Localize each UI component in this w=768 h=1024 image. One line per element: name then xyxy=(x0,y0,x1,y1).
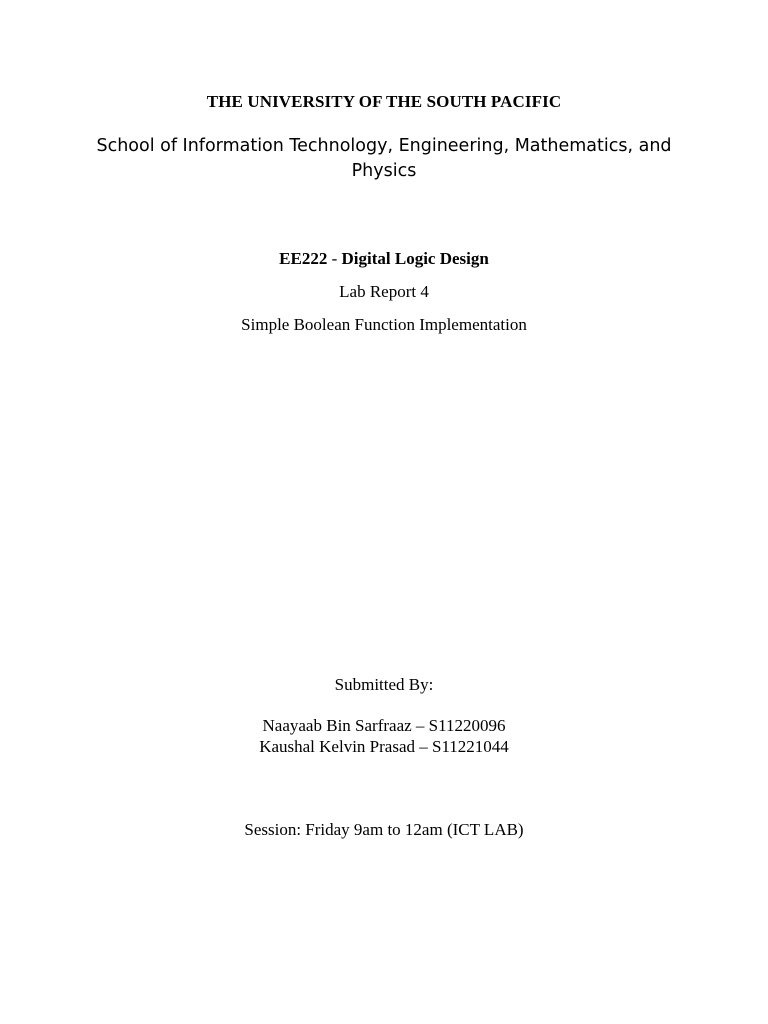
submitted-by-label: Submitted By: xyxy=(334,675,434,694)
course-separator: - xyxy=(327,249,342,268)
school-name-line-2: Physics xyxy=(351,161,417,181)
author-entry: Kaushal Kelvin Prasad – S11221044 xyxy=(259,737,509,756)
author-entry: Naayaab Bin Sarfraaz – S11220096 xyxy=(262,716,506,735)
course-title: Digital Logic Design xyxy=(341,249,489,268)
course-heading xyxy=(0,249,768,269)
school-name-line-1: School of Information Technology, Engineering, Mathematics, and xyxy=(96,136,672,156)
report-label: Lab Report 4 xyxy=(339,282,429,301)
university-name: THE UNIVERSITY OF THE SOUTH PACIFIC xyxy=(206,92,562,111)
course-code: EE222 xyxy=(279,249,328,268)
session-info: Session: Friday 9am to 12am (ICT LAB) xyxy=(244,820,524,839)
school-name xyxy=(0,134,768,184)
report-subject: Simple Boolean Function Implementation xyxy=(241,315,527,334)
